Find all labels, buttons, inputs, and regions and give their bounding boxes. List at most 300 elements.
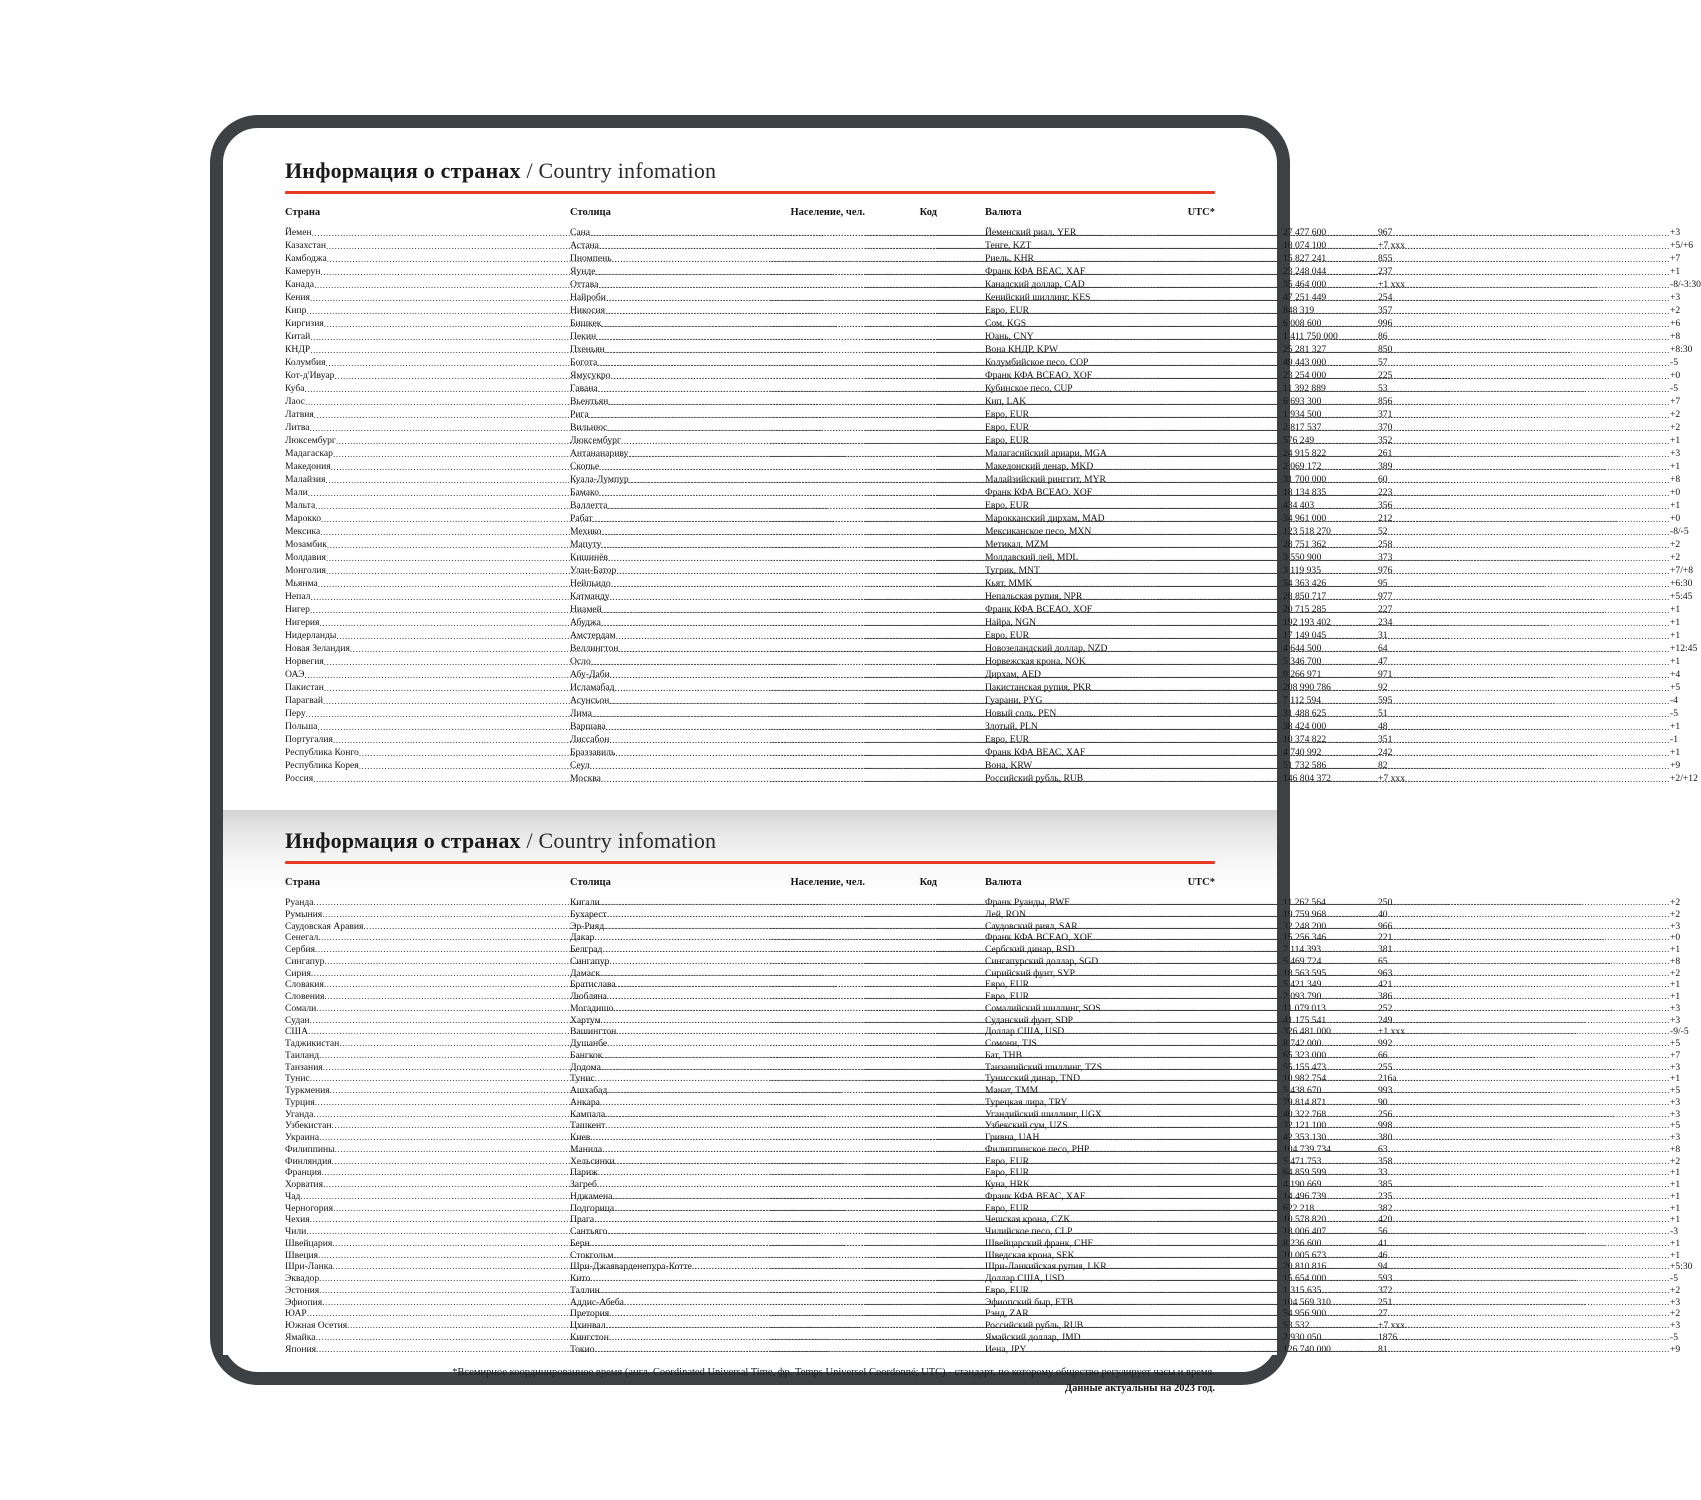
- cell-capital: Могадишо .....: [570, 1003, 770, 1015]
- cell-utc: ..... +2: [1157, 1156, 1215, 1168]
- cell-population: ..... 5 346 700: [770, 656, 865, 669]
- cell-gap: [937, 1003, 985, 1015]
- cell-gap: [937, 617, 985, 630]
- cell-currency: Сирийский фунт, SYP .....: [985, 968, 1157, 980]
- cell-population: ..... 3 119 935: [770, 565, 865, 578]
- table-row: [285, 279, 1701, 292]
- cell-capital: Осло .....: [570, 656, 770, 669]
- cell-gap: [937, 253, 985, 266]
- cell-currency: Шри-Ланкийская рупия, LKR .....: [985, 1261, 1157, 1273]
- table-row: [285, 253, 1681, 266]
- column-header-code: Код: [919, 207, 937, 218]
- cell-capital: Бамако .....: [570, 487, 770, 500]
- cell-country: Камерун .....: [285, 266, 570, 279]
- cell-population: ..... 15 256 346: [770, 932, 865, 944]
- table-row: [285, 1343, 1681, 1356]
- cell-country: КНДР .....: [285, 344, 570, 357]
- cell-capital: Нджамена .....: [570, 1191, 770, 1203]
- cell-capital: Веллингтон .....: [570, 643, 770, 656]
- cell-capital: Рабат .....: [570, 513, 770, 526]
- cell-gap: [937, 409, 985, 422]
- cell-capital: Абуджа .....: [570, 617, 770, 630]
- cell-currency: Новозеландский доллар, NZD .....: [985, 643, 1157, 656]
- cell-utc: ..... +3: [1157, 1097, 1215, 1109]
- cell-code: ..... 971: [865, 669, 937, 682]
- cell-utc: ..... -4: [1157, 695, 1215, 708]
- table-header-row: [285, 876, 1215, 890]
- table-row: [285, 656, 1681, 669]
- cell-code: ..... 351: [865, 734, 937, 747]
- cell-currency: Франк КФА ВЕАС, XAF .....: [985, 1191, 1157, 1203]
- cell-gap: [937, 539, 985, 552]
- table-row: [285, 773, 1698, 786]
- cell-population: ..... 11 392 889: [770, 383, 865, 396]
- table-row: [285, 643, 1698, 656]
- cell-utc: ..... +2: [1157, 897, 1215, 909]
- cell-utc: ..... +1: [1157, 1191, 1215, 1203]
- cell-gap: [937, 760, 985, 773]
- cell-population: ..... 25 281 327: [770, 344, 865, 357]
- cell-utc: ..... +5: [1157, 1038, 1215, 1050]
- cell-currency: Франк КФА ВЕАС, XAF .....: [985, 747, 1157, 760]
- cell-code: ..... 370: [865, 422, 937, 435]
- cell-population: ..... 326 481 000: [770, 1026, 865, 1038]
- cell-country: Уганда .....: [285, 1109, 570, 1121]
- cell-utc: ..... +5: [1157, 682, 1215, 695]
- cell-code: ..... 251: [865, 1297, 937, 1309]
- cell-country: ОАЭ .....: [285, 669, 570, 682]
- cell-gap: [937, 474, 985, 487]
- cell-country: Республика Конго .....: [285, 747, 570, 760]
- cell-utc: ..... +1: [1157, 617, 1215, 630]
- cell-utc: ..... +3: [1157, 1109, 1215, 1121]
- cell-code: ..... 386: [865, 991, 937, 1003]
- cell-code: ..... 65: [865, 956, 937, 968]
- table-row: [285, 487, 1681, 500]
- cell-population: ..... 32 121 100: [770, 1120, 865, 1132]
- cell-country: Сербия .....: [285, 944, 570, 956]
- table-row: [285, 409, 1681, 422]
- cell-capital: Хельсинки .....: [570, 1156, 770, 1168]
- cell-gap: [937, 344, 985, 357]
- cell-currency: Дирхам, AED .....: [985, 669, 1157, 682]
- cell-population: ..... 1 411 750 000: [770, 331, 865, 344]
- cell-currency: Куна, HRK .....: [985, 1179, 1157, 1191]
- cell-gap: [937, 396, 985, 409]
- cell-code: ..... 357: [865, 305, 937, 318]
- cell-utc: ..... +1: [1157, 944, 1215, 956]
- cell-currency: Чилийское песо, CLP .....: [985, 1226, 1157, 1238]
- table-row: [285, 370, 1681, 383]
- cell-utc: ..... +1: [1157, 721, 1215, 734]
- cell-gap: [937, 708, 985, 721]
- table-row: [285, 292, 1681, 305]
- cell-population: ..... 11 262 564: [770, 897, 865, 909]
- cell-country: Македония .....: [285, 461, 570, 474]
- cell-population: ..... 42 353 130: [770, 1132, 865, 1144]
- cell-population: ..... 146 804 372: [770, 773, 865, 786]
- table-row: [285, 1284, 1681, 1297]
- cell-code: ..... 977: [865, 591, 937, 604]
- cell-country: Новая Зеландия .....: [285, 643, 570, 656]
- cell-code: ..... +7 xxx: [865, 773, 937, 786]
- cell-code: ..... 33: [865, 1167, 937, 1179]
- table-row: [285, 1249, 1681, 1262]
- cell-capital: Мехико .....: [570, 526, 770, 539]
- cell-country: Сирия .....: [285, 968, 570, 980]
- cell-utc: ..... +2/+12: [1157, 773, 1215, 786]
- table-row: [285, 630, 1681, 643]
- cell-population: ..... 31 488 625: [770, 708, 865, 721]
- cell-capital: Пномпень .....: [570, 253, 770, 266]
- cell-utc: ..... +6:30: [1157, 578, 1215, 591]
- cell-utc: ..... +0: [1157, 487, 1215, 500]
- table-row: [285, 920, 1681, 933]
- cell-currency: Франк КФА ВСЕАО, XOF .....: [985, 604, 1157, 617]
- cell-code: ..... 373: [865, 552, 937, 565]
- cell-capital: Стокгольм .....: [570, 1250, 770, 1262]
- cell-population: ..... 31 700 000: [770, 474, 865, 487]
- table-row: [285, 760, 1681, 773]
- cell-capital: Бангкок .....: [570, 1050, 770, 1062]
- cell-utc: ..... +7/+8: [1157, 565, 1215, 578]
- table-row: [285, 396, 1681, 409]
- cell-utc: ..... -3: [1157, 1226, 1215, 1238]
- cell-code: ..... 976: [865, 565, 937, 578]
- cell-population: ..... 18 563 595: [770, 968, 865, 980]
- cell-currency: Сингапурский доллар, SGD .....: [985, 956, 1157, 968]
- cell-country: Мали .....: [285, 487, 570, 500]
- table-row: [285, 669, 1681, 682]
- cell-currency: Франк КФА ВСЕАО, XOF .....: [985, 932, 1157, 944]
- cell-gap: [937, 1120, 985, 1132]
- cell-gap: [937, 747, 985, 760]
- cell-population: ..... 2 069 172: [770, 461, 865, 474]
- cell-country: Колумбия .....: [285, 357, 570, 370]
- cell-capital: Ямусукро .....: [570, 370, 770, 383]
- cell-capital: Астана .....: [570, 240, 770, 253]
- cell-currency: Канадский доллар, CAD .....: [985, 279, 1157, 292]
- cell-currency: Евро, EUR .....: [985, 1203, 1157, 1215]
- cell-country: Монголия .....: [285, 565, 570, 578]
- table-header-row: [285, 206, 1215, 220]
- table-row: [285, 734, 1678, 747]
- cell-gap: [937, 1097, 985, 1109]
- cell-country: Чад .....: [285, 1191, 570, 1203]
- cell-gap: [937, 370, 985, 383]
- cell-gap: [937, 1214, 985, 1226]
- cell-country: Франция .....: [285, 1167, 570, 1179]
- table-row: [285, 932, 1681, 944]
- cell-utc: ..... +3: [1157, 292, 1215, 305]
- cell-capital: Катманду .....: [570, 591, 770, 604]
- cell-country: Румыния .....: [285, 909, 570, 921]
- cell-country: Саудовская Аравия .....: [285, 921, 570, 933]
- cell-capital: Пекин .....: [570, 331, 770, 344]
- cell-population: ..... 19 759 968: [770, 909, 865, 921]
- cell-gap: [937, 331, 985, 344]
- table-row: [285, 1261, 1693, 1273]
- cell-gap: [937, 1073, 985, 1085]
- cell-country: Мьянма .....: [285, 578, 570, 591]
- cell-capital: Вильнюс .....: [570, 422, 770, 435]
- cell-gap: [937, 1191, 985, 1203]
- cell-code: ..... 371: [865, 409, 937, 422]
- cell-code: ..... 27: [865, 1308, 937, 1320]
- cell-code: ..... 94: [865, 1261, 937, 1273]
- table-row: [285, 565, 1694, 578]
- cell-country: Пакистан .....: [285, 682, 570, 695]
- cell-capital: Кингстон .....: [570, 1332, 770, 1344]
- cell-capital: Вашингтон .....: [570, 1026, 770, 1038]
- table-row: [285, 747, 1681, 760]
- cell-population: ..... 126 740 000: [770, 1344, 865, 1356]
- cell-currency: Евро, EUR .....: [985, 1156, 1157, 1168]
- cell-code: ..... 221: [865, 932, 937, 944]
- table-row: [285, 695, 1678, 708]
- table-row: [285, 1167, 1681, 1179]
- cell-capital: Шри-Джаяварденепура-Котте .....: [570, 1261, 770, 1273]
- cell-currency: Российский рубль, RUB .....: [985, 773, 1157, 786]
- cell-gap: [937, 565, 985, 578]
- cell-code: ..... 856: [865, 396, 937, 409]
- cell-gap: [937, 1332, 985, 1344]
- cell-population: ..... 41 175 541: [770, 1015, 865, 1027]
- table-row: [285, 1120, 1681, 1132]
- cell-population: ..... 8 236 600: [770, 1238, 865, 1250]
- cell-utc: ..... +7: [1157, 396, 1215, 409]
- cell-capital: Рига .....: [570, 409, 770, 422]
- cell-code: ..... 64: [865, 643, 937, 656]
- column-header-utc: UTC*: [1187, 877, 1215, 888]
- cell-gap: [937, 500, 985, 513]
- cell-utc: ..... +3: [1157, 1320, 1215, 1332]
- cell-population: ..... 28 850 717: [770, 591, 865, 604]
- cell-country: Швейцария .....: [285, 1238, 570, 1250]
- cell-population: ..... 7 112 594: [770, 695, 865, 708]
- cell-code: ..... 52: [865, 526, 937, 539]
- cell-population: ..... 65 323 000: [770, 1050, 865, 1062]
- cell-utc: ..... +3: [1157, 1003, 1215, 1015]
- cell-population: ..... 7 114 393: [770, 944, 865, 956]
- table-row: [285, 1202, 1681, 1215]
- cell-utc: ..... +3: [1157, 1297, 1215, 1309]
- cell-code: ..... 385: [865, 1179, 937, 1191]
- cell-gap: [937, 932, 985, 944]
- cell-utc: ..... +3: [1157, 1132, 1215, 1144]
- table-row: [285, 539, 1681, 552]
- cell-country: Непал .....: [285, 591, 570, 604]
- cell-code: ..... 31: [865, 630, 937, 643]
- table-row: [285, 1038, 1681, 1050]
- cell-utc: ..... +1: [1157, 266, 1215, 279]
- cell-country: Япония .....: [285, 1344, 570, 1356]
- cell-population: ..... 38 424 000: [770, 721, 865, 734]
- cell-code: ..... 242: [865, 747, 937, 760]
- cell-country: Мадагаскар .....: [285, 448, 570, 461]
- cell-capital: Любляна .....: [570, 991, 770, 1003]
- cell-population: ..... 104 739 734: [770, 1144, 865, 1156]
- cell-capital: Цхинвал .....: [570, 1320, 770, 1332]
- cell-country: Финляндия .....: [285, 1156, 570, 1168]
- cell-country: Филиппины .....: [285, 1144, 570, 1156]
- cell-country: Камбоджа .....: [285, 253, 570, 266]
- cell-currency: Сомони, TJS .....: [985, 1038, 1157, 1050]
- column-header-population: Население, чел.: [790, 207, 865, 218]
- cell-code: ..... 40: [865, 909, 937, 921]
- cell-utc: ..... -5: [1157, 1332, 1215, 1344]
- cell-currency: Новый соль, PEN .....: [985, 708, 1157, 721]
- cell-currency: Евро, EUR .....: [985, 979, 1157, 991]
- table-row: [285, 1296, 1681, 1309]
- cell-capital: Лима .....: [570, 708, 770, 721]
- cell-capital: Мапуту .....: [570, 539, 770, 552]
- cell-country: Швеция .....: [285, 1250, 570, 1262]
- cell-gap: [937, 1261, 985, 1273]
- cell-capital: Кито .....: [570, 1273, 770, 1285]
- cell-capital: Анкара .....: [570, 1097, 770, 1109]
- table-row: [285, 897, 1681, 909]
- cell-currency: Доллар США, USD .....: [985, 1273, 1157, 1285]
- cell-code: ..... 1876: [865, 1332, 937, 1344]
- cell-capital: Париж .....: [570, 1167, 770, 1179]
- cell-capital: Берн .....: [570, 1238, 770, 1250]
- cell-capital: Претория .....: [570, 1308, 770, 1320]
- cell-gap: [937, 1273, 985, 1285]
- cell-code: ..... 966: [865, 921, 937, 933]
- country-info-page-bottom: [223, 810, 1693, 1355]
- cell-code: ..... 261: [865, 448, 937, 461]
- cell-population: ..... 5 469 724: [770, 956, 865, 968]
- cell-gap: [937, 944, 985, 956]
- cell-currency: Метикал, MZM .....: [985, 539, 1157, 552]
- cell-code: ..... 82: [865, 760, 937, 773]
- cell-utc: ..... +5: [1157, 1085, 1215, 1097]
- cell-currency: Суданский фунт, SDP .....: [985, 1015, 1157, 1027]
- table-row: [285, 1308, 1681, 1320]
- cell-utc: ..... +1: [1157, 1250, 1215, 1262]
- table-row: [285, 682, 1681, 695]
- cell-gap: [937, 526, 985, 539]
- cell-country: ЮАР .....: [285, 1308, 570, 1320]
- cell-gap: [937, 1297, 985, 1309]
- cell-currency: Евро, EUR .....: [985, 422, 1157, 435]
- cell-currency: Сербский динар, RSD .....: [985, 944, 1157, 956]
- cell-capital: Никосия .....: [570, 305, 770, 318]
- cell-capital: Сингапур .....: [570, 956, 770, 968]
- cell-code: ..... 223: [865, 487, 937, 500]
- cell-code: ..... 41: [865, 1238, 937, 1250]
- cell-gap: [937, 643, 985, 656]
- cell-currency: Швейцарский франк, CHF .....: [985, 1238, 1157, 1250]
- cell-code: ..... 992: [865, 1038, 937, 1050]
- cell-utc: ..... +0: [1157, 932, 1215, 944]
- cell-code: ..... 57: [865, 357, 937, 370]
- cell-code: ..... 237: [865, 266, 937, 279]
- cell-utc: ..... +2: [1157, 422, 1215, 435]
- cell-utc: ..... +8: [1157, 331, 1215, 344]
- cell-country: Кения .....: [285, 292, 570, 305]
- cell-capital: Киев .....: [570, 1132, 770, 1144]
- cell-currency: Франк Руанды, RWF .....: [985, 897, 1157, 909]
- cell-utc: ..... +3: [1157, 448, 1215, 461]
- cell-utc: ..... +2: [1157, 305, 1215, 318]
- cell-currency: Тунисский динар, TND .....: [985, 1073, 1157, 1085]
- cell-utc: ..... +1: [1157, 1214, 1215, 1226]
- cell-capital: Тунис .....: [570, 1073, 770, 1085]
- country-info-page-top: [223, 128, 1701, 786]
- cell-code: ..... 46: [865, 1250, 937, 1262]
- cell-gap: [937, 1132, 985, 1144]
- planner-page-frame: [210, 115, 1701, 1395]
- cell-gap: [937, 1026, 985, 1038]
- cell-currency: Евро, EUR .....: [985, 305, 1157, 318]
- page-title-separator: /: [520, 158, 539, 183]
- page-title-russian: Информация о странах: [285, 158, 521, 183]
- table-row: [285, 1155, 1681, 1168]
- cell-capital: Яунде .....: [570, 266, 770, 279]
- cell-country: США .....: [285, 1026, 570, 1038]
- cell-code: ..... 256: [865, 1109, 937, 1121]
- table-row: [285, 1132, 1681, 1144]
- cell-gap: [937, 305, 985, 318]
- cell-gap: [937, 921, 985, 933]
- cell-code: ..... 356: [865, 500, 937, 513]
- cell-population: ..... 6 693 300: [770, 396, 865, 409]
- page-title-separator: /: [520, 828, 539, 853]
- cell-country: Нидерланды .....: [285, 630, 570, 643]
- cell-capital: Бишкек .....: [570, 318, 770, 331]
- cell-code: ..... +7 xxx: [865, 1320, 937, 1332]
- column-header-population: Население, чел.: [790, 877, 865, 888]
- cell-population: ..... 622 218: [770, 1203, 865, 1215]
- cell-capital: Сеул .....: [570, 760, 770, 773]
- table-row: [285, 955, 1681, 968]
- cell-capital: Найроби .....: [570, 292, 770, 305]
- title-underline-rule: [285, 861, 1215, 864]
- cell-code: ..... 227: [865, 604, 937, 617]
- cell-population: ..... 9 266 971: [770, 669, 865, 682]
- cell-gap: [937, 227, 985, 240]
- table-row: [285, 1214, 1681, 1226]
- cell-code: ..... 250: [865, 897, 937, 909]
- table-row: [285, 461, 1681, 474]
- cell-utc: ..... +1: [1157, 461, 1215, 474]
- table-row: [285, 617, 1681, 630]
- table-row: [285, 967, 1681, 980]
- cell-population: ..... 434 403: [770, 500, 865, 513]
- cell-utc: ..... +7: [1157, 1050, 1215, 1062]
- cell-currency: Македонский денар, MKD .....: [985, 461, 1157, 474]
- page-title: [285, 828, 1215, 854]
- cell-population: ..... 55 155 473: [770, 1062, 865, 1074]
- table-row: [285, 240, 1694, 253]
- cell-code: ..... +1 xxx: [865, 1026, 937, 1038]
- cell-utc: ..... -9/-5: [1157, 1026, 1215, 1038]
- table-row: [285, 1014, 1681, 1027]
- title-underline-rule: [285, 191, 1215, 194]
- cell-utc: ..... -8/-5: [1157, 526, 1215, 539]
- column-header-code: Код: [919, 877, 937, 888]
- cell-utc: ..... +5:30: [1157, 1261, 1215, 1273]
- cell-currency: Франк КФА ВЕАС, XAF .....: [985, 266, 1157, 279]
- cell-code: ..... 258: [865, 539, 937, 552]
- table-row: [285, 448, 1681, 461]
- cell-currency: Молдавский лей, MDL .....: [985, 552, 1157, 565]
- cell-population: ..... 27 477 600: [770, 227, 865, 240]
- table-row: [285, 305, 1681, 318]
- cell-capital: Антананариву .....: [570, 448, 770, 461]
